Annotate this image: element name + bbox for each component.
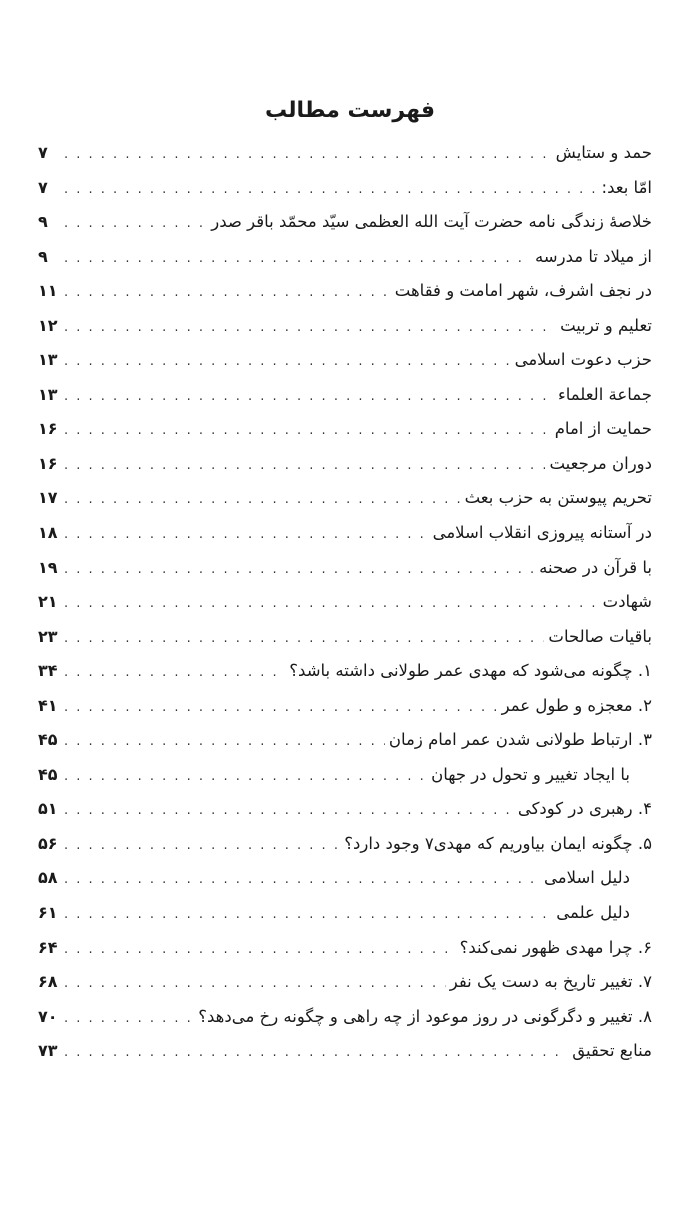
- toc-entry-title: شهادت: [602, 592, 652, 612]
- dot-leader: [64, 587, 599, 622]
- toc-page-number: ۱۳: [38, 384, 58, 404]
- toc-entry-title: حمد و ستایش: [555, 143, 652, 162]
- toc-page-number: ۴۵: [38, 764, 58, 784]
- dot-leader: [64, 345, 511, 380]
- toc-entry: [38, 861, 652, 896]
- dot-leader: [64, 967, 446, 1002]
- toc-entry: [38, 758, 652, 793]
- toc-entry-title: ۵. چگونه ایمان بیاوریم که مهدی۷ وجود دارد؟: [344, 833, 652, 853]
- toc-page-number: ۷: [38, 177, 48, 197]
- toc-entry-title: ۲. معجزه و طول عمر: [501, 695, 652, 715]
- toc-entry: [38, 827, 652, 862]
- toc-page-number: ۲۳: [38, 626, 58, 646]
- toc-entry-title: باقیات صالحات: [548, 626, 652, 646]
- toc-page-number: ۷: [38, 143, 48, 162]
- dot-leader: [64, 380, 554, 415]
- toc-entry-title: با قرآن در صحنه: [539, 557, 652, 577]
- toc-entry: [38, 205, 652, 240]
- toc-page-number: ۶۸: [38, 972, 58, 992]
- toc-entry-title: ۷. تغییر تاریخ به دست یک نفر: [449, 972, 652, 992]
- toc-entry-title: از میلاد تا مدرسه: [534, 246, 652, 266]
- toc-page-number: ۵۸: [38, 868, 58, 888]
- toc-page-number: ۷۳: [38, 1041, 58, 1061]
- dot-leader: [64, 242, 531, 277]
- toc-page-number: ۷۰: [38, 1006, 58, 1026]
- toc-entry-title: تعلیم و تربیت: [560, 315, 652, 335]
- toc-entry: [38, 309, 652, 344]
- toc-entry: [38, 516, 652, 551]
- toc-page-number: ۳۴: [38, 661, 58, 681]
- toc-entry: [38, 274, 652, 309]
- toc-page-number: ۱۶: [38, 419, 58, 439]
- toc-entry-title: تحریم پیوستن به حزب بعث: [464, 488, 652, 508]
- toc-entry-title: حزب دعوت اسلامی: [514, 350, 652, 370]
- table-of-contents: [38, 136, 652, 1069]
- dot-leader: [64, 725, 385, 760]
- dot-leader: [64, 1036, 568, 1071]
- toc-entry: [38, 585, 652, 620]
- toc-entry: [38, 620, 652, 655]
- dot-leader: [64, 760, 427, 795]
- toc-entry: [38, 965, 652, 1000]
- toc-entry: [38, 931, 652, 966]
- toc-entry-title: در نجف اشرف، شهر امامت و فقاهت: [394, 281, 652, 301]
- toc-entry-title: امّا بعد:: [601, 177, 652, 197]
- toc-page-number: ۶۴: [38, 937, 58, 957]
- toc-entry-title: ۱. چگونه می‌شود که مهدی عمر طولانی داشته باشد؟: [289, 661, 652, 681]
- toc-entry-title: در آستانه پیروزی انقلاب اسلامی: [432, 523, 652, 543]
- toc-page-number: ۹: [38, 246, 48, 266]
- toc-page-number: ۹: [38, 212, 48, 232]
- toc-entry: [38, 1000, 652, 1035]
- toc-entry: [38, 378, 652, 413]
- toc-page-number: ۲۱: [38, 592, 58, 612]
- toc-entry-title: دلیل اسلامی: [544, 868, 630, 888]
- dot-leader: [64, 933, 456, 968]
- toc-page-number: ۴۱: [38, 695, 58, 715]
- dot-leader: [64, 829, 340, 864]
- toc-page-number: ۱۸: [38, 523, 58, 543]
- toc-page-number: ۱۲: [38, 315, 58, 335]
- toc-entry: [38, 447, 652, 482]
- toc-entry-title: ۴. رهبری در کودکی: [517, 799, 652, 819]
- toc-entry-title: خلاصهٔ زندگی نامه حضرت آیت الله العظمی سیّد محمّد باقر صدر: [211, 212, 652, 232]
- dot-leader: [64, 138, 552, 173]
- dot-leader: [64, 207, 207, 242]
- toc-entry: [38, 240, 652, 275]
- dot-leader: [64, 691, 498, 726]
- toc-entry: [38, 689, 652, 724]
- toc-entry: [38, 343, 652, 378]
- toc-page-number: ۴۵: [38, 730, 58, 750]
- dot-leader: [64, 518, 429, 553]
- toc-entry: [38, 723, 652, 758]
- toc-entry: [38, 551, 652, 586]
- dot-leader: [64, 483, 461, 518]
- dot-leader: [64, 898, 552, 933]
- toc-entry: [38, 654, 652, 689]
- dot-leader: [64, 553, 535, 588]
- toc-entry: [38, 896, 652, 931]
- dot-leader: [64, 656, 285, 691]
- toc-page-number: ۱۷: [38, 488, 58, 508]
- toc-page-number: ۱۳: [38, 350, 58, 370]
- toc-entry-title: حمایت از امام: [554, 419, 652, 439]
- toc-page-number: ۵۶: [38, 833, 58, 853]
- toc-entry-title: جماعة العلماء: [557, 384, 652, 404]
- dot-leader: [64, 794, 514, 829]
- dot-leader: [64, 311, 556, 346]
- toc-entry: [38, 1034, 652, 1069]
- toc-entry: [38, 481, 652, 516]
- dot-leader: [64, 414, 551, 449]
- toc-entry: [38, 412, 652, 447]
- toc-entry: [38, 171, 652, 206]
- dot-leader: [64, 1002, 194, 1037]
- toc-entry-title: منابع تحقیق: [572, 1041, 652, 1061]
- dot-leader: [64, 173, 598, 208]
- dot-leader: [64, 622, 544, 657]
- toc-entry-title: ۶. چرا مهدی ظهور نمی‌کند؟: [459, 937, 652, 957]
- toc-page-number: ۵۱: [38, 799, 58, 819]
- dot-leader: [64, 276, 391, 311]
- toc-entry-title: دلیل علمی: [556, 903, 630, 923]
- toc-page-number: ۱۶: [38, 453, 58, 473]
- toc-entry-title: با ایجاد تغییر و تحول در جهان: [431, 764, 630, 784]
- toc-page-number: ۱۱: [38, 281, 58, 301]
- toc-entry: [38, 136, 652, 171]
- dot-leader: [64, 863, 540, 898]
- dot-leader: [64, 449, 545, 484]
- toc-page-number: ۶۱: [38, 903, 58, 923]
- page-title: فهرست مطالب: [264, 98, 436, 123]
- toc-page-number: ۱۹: [38, 557, 58, 577]
- toc-entry: [38, 792, 652, 827]
- toc-entry-title: ۳. ارتباط طولانی شدن عمر امام زمان: [388, 730, 652, 750]
- toc-entry-title: ۸. تغییر و دگرگونی در روز موعود از چه راهی و چگونه رخ می‌دهد؟: [198, 1006, 652, 1026]
- toc-entry-title: دوران مرجعیت: [549, 453, 652, 473]
